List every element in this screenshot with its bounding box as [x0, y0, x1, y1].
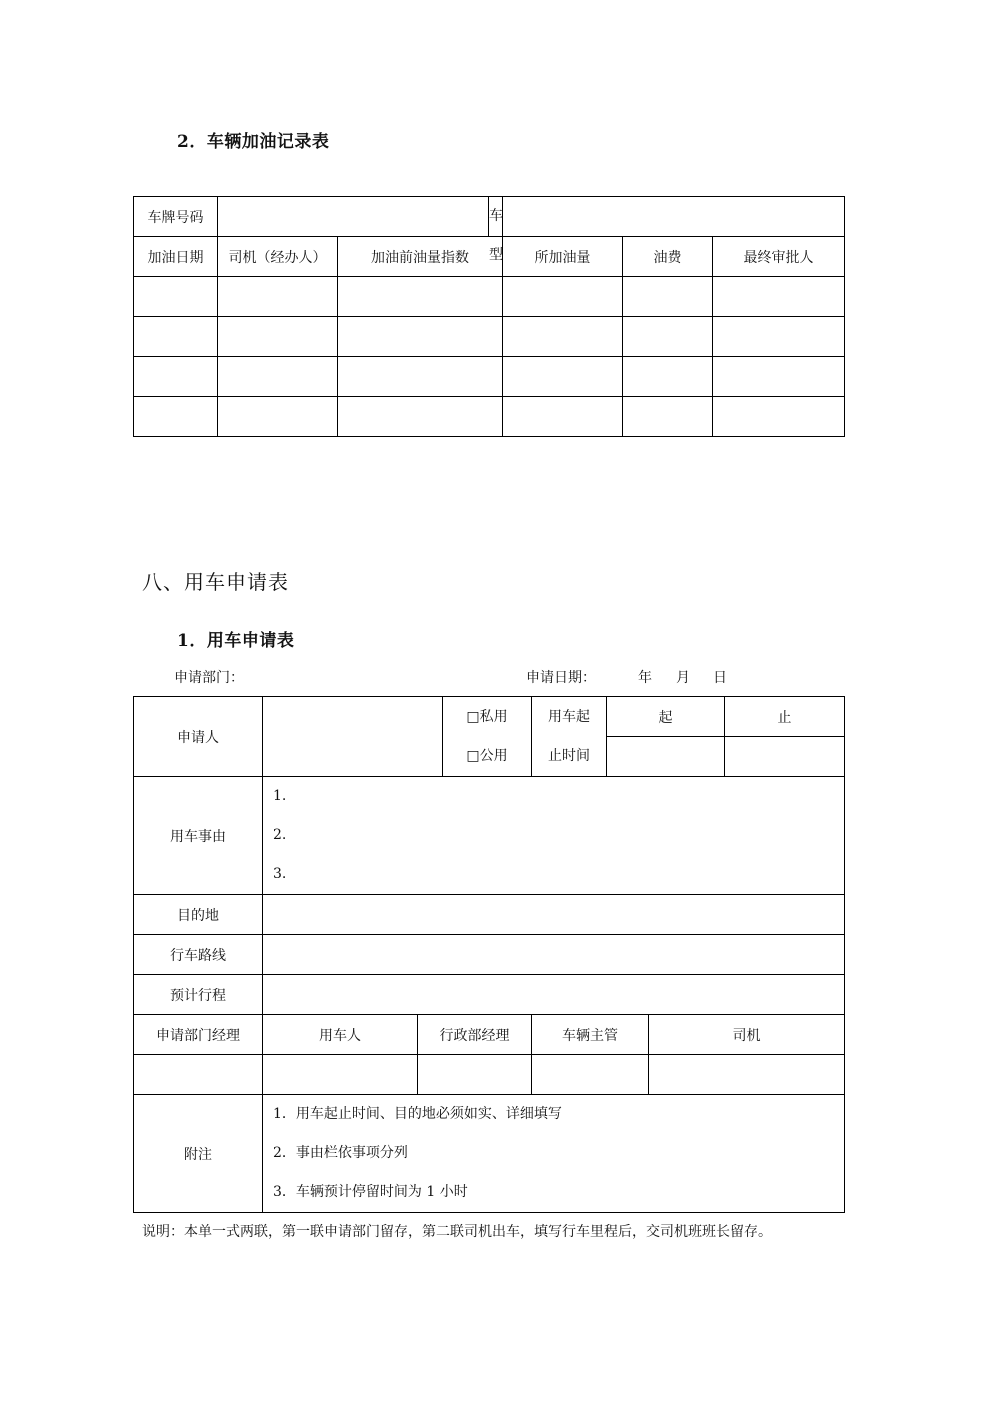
sign-cell[interactable] [649, 1055, 845, 1095]
fuel-record-title: 2．车辆加油记录表 [177, 132, 330, 152]
public-checkbox[interactable]: □公用 [466, 747, 508, 764]
cell[interactable] [338, 397, 503, 437]
col-fuel-before: 加油前油量指数 [338, 237, 503, 277]
signer-driver: 司机 [649, 1015, 845, 1055]
cell[interactable] [218, 317, 338, 357]
reason-input[interactable] [263, 777, 845, 895]
reason-label: 用车事由 [134, 777, 263, 895]
col-driver: 司机（经办人） [218, 237, 338, 277]
cell[interactable] [338, 277, 503, 317]
private-checkbox[interactable]: □私用 [466, 708, 508, 725]
signer-admin-manager: 行政部经理 [418, 1015, 532, 1055]
table-row [134, 397, 845, 437]
plate-label: 车牌号码 [134, 197, 218, 237]
dept-label: 申请部门： [174, 670, 244, 686]
cell[interactable] [503, 357, 623, 397]
col-fuel-cost: 油费 [623, 237, 713, 277]
route-input[interactable] [263, 935, 845, 975]
form-subtitle: 1．用车申请表 [177, 631, 295, 651]
model-label: 车型 [489, 208, 503, 263]
section-title: 八、用车申请表 [142, 570, 289, 594]
cell[interactable] [713, 277, 845, 317]
sign-cell[interactable] [134, 1055, 263, 1095]
time-label-bottom: 止时间 [548, 747, 590, 764]
day-label: 日 [713, 670, 727, 686]
note-item: 3．车辆预计停留时间为 1 小时 [273, 1184, 468, 1200]
sign-cell[interactable] [263, 1055, 418, 1095]
cell[interactable] [134, 277, 218, 317]
note-item: 2．事由栏依事项分列 [273, 1145, 408, 1161]
col-fuel-date: 加油日期 [134, 237, 218, 277]
end-label: 止 [725, 697, 845, 737]
itinerary-label: 预计行程 [134, 975, 263, 1015]
cell[interactable] [623, 317, 713, 357]
cell[interactable] [623, 277, 713, 317]
cell[interactable] [134, 397, 218, 437]
plate-input[interactable] [218, 197, 489, 236]
route-label: 行车路线 [134, 935, 263, 975]
note-item: 1．用车起止时间、目的地必须如实、详细填写 [273, 1106, 562, 1122]
col-approver: 最终审批人 [713, 237, 845, 277]
cell[interactable] [134, 357, 218, 397]
cell[interactable] [503, 397, 623, 437]
reason-item: 2. [273, 827, 287, 843]
sign-cell[interactable] [532, 1055, 649, 1095]
cell[interactable] [713, 357, 845, 397]
cell[interactable] [503, 317, 623, 357]
cell[interactable] [218, 397, 338, 437]
start-label: 起 [607, 697, 725, 737]
cell[interactable] [338, 357, 503, 397]
cell[interactable] [623, 397, 713, 437]
fuel-record-table [133, 196, 845, 437]
sign-cell[interactable] [418, 1055, 532, 1095]
cell[interactable] [134, 317, 218, 357]
end-time-input[interactable] [725, 737, 845, 777]
table-row [134, 357, 845, 397]
cell[interactable] [623, 357, 713, 397]
usage-type-cell [443, 697, 532, 777]
signer-dept-manager: 申请部门经理 [134, 1015, 263, 1055]
signer-user: 用车人 [263, 1015, 418, 1055]
date-label: 申请日期： [526, 670, 596, 686]
destination-input[interactable] [263, 895, 845, 935]
cell[interactable] [218, 357, 338, 397]
notes-label: 附注 [134, 1095, 263, 1213]
footer-note: 说明：本单一式两联，第一联申请部门留存，第二联司机出车，填写行车里程后，交司机班班长留存。 [142, 1224, 772, 1240]
cell[interactable] [713, 317, 845, 357]
reason-item: 1. [273, 788, 287, 804]
applicant-label: 申请人 [134, 697, 263, 777]
col-fuel-added: 所加油量 [503, 237, 623, 277]
cell[interactable] [503, 277, 623, 317]
year-label: 年 [638, 670, 652, 686]
table-row [134, 317, 845, 357]
vehicle-request-table [133, 696, 845, 1213]
signer-vehicle-supervisor: 车辆主管 [532, 1015, 649, 1055]
cell[interactable] [218, 277, 338, 317]
month-label: 月 [676, 670, 690, 686]
notes-content [263, 1095, 845, 1213]
start-time-input[interactable] [607, 737, 725, 777]
model-input[interactable] [503, 197, 845, 237]
reason-item: 3. [273, 866, 287, 882]
applicant-input[interactable] [263, 697, 443, 777]
destination-label: 目的地 [134, 895, 263, 935]
time-label-cell [532, 697, 607, 777]
table-row [134, 277, 845, 317]
cell[interactable] [713, 397, 845, 437]
time-label-top: 用车起 [548, 708, 590, 725]
cell[interactable] [338, 317, 503, 357]
itinerary-input[interactable] [263, 975, 845, 1015]
